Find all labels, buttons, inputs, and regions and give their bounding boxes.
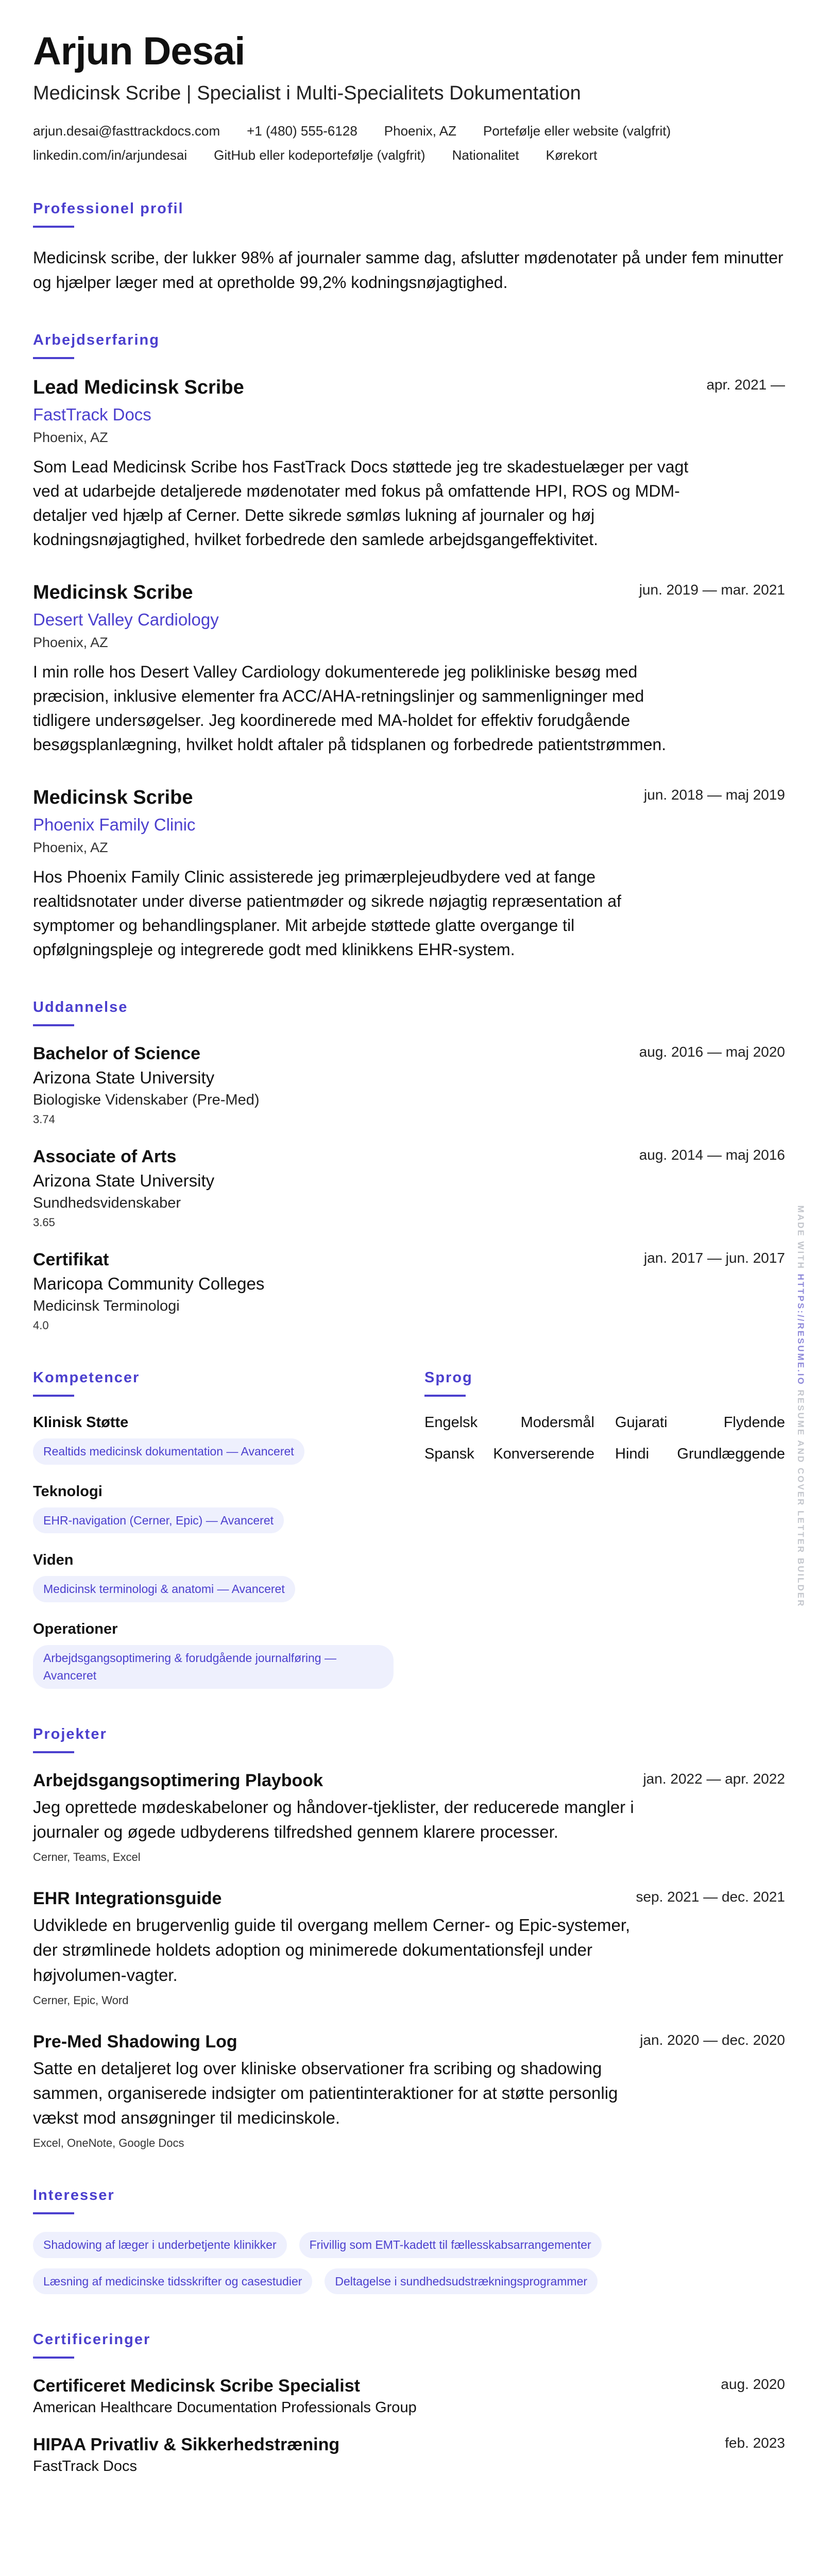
skill-group-name: Teknologi [33, 1483, 103, 1500]
section-divider [33, 1395, 74, 1397]
candidate-name: Arjun Desai [33, 29, 245, 73]
contact-phone[interactable]: +1 (480) 555-6128 [247, 123, 357, 139]
projects-section [33, 1726, 785, 2150]
certification-title: HIPAA Privatliv & Sikkerhedstræning [33, 2435, 340, 2455]
section-title: Sprog [424, 1369, 473, 1386]
education-item [33, 1044, 785, 1126]
education-school: Arizona State University [33, 1171, 215, 1191]
section-title: Professionel profil [33, 200, 184, 217]
interests-section [33, 2187, 785, 2294]
project-dates: jan. 2020 — dec. 2020 [640, 2031, 785, 2048]
skills-languages-row [33, 1332, 785, 1689]
skill-group [33, 1483, 391, 1534]
language-name: Spansk [424, 1446, 474, 1463]
section-divider [33, 226, 74, 228]
watermark-text [795, 1206, 806, 1608]
contact-nationality: Nationalitet [452, 147, 519, 163]
project-item [33, 2032, 785, 2150]
education-section [33, 999, 785, 1332]
job-company: Phoenix Family Clinic [33, 815, 196, 835]
certification-date: feb. 2023 [725, 2435, 785, 2451]
experience-item [33, 582, 785, 757]
education-school: Arizona State University [33, 1068, 215, 1088]
watermark-prefix: MADE WITH [796, 1205, 806, 1270]
education-degree: Certifikat [33, 1250, 109, 1270]
section-title: Uddannelse [33, 999, 128, 1016]
education-field: Medicinsk Terminologi [33, 1298, 180, 1315]
education-degree: Associate of Arts [33, 1147, 177, 1167]
education-item [33, 1250, 785, 1332]
profile-section [33, 200, 785, 295]
section-divider [424, 1395, 466, 1397]
job-title: Medicinsk Scribe [33, 582, 193, 604]
interest-pill: Shadowing af læger i underbetjente klinikker [33, 2232, 287, 2258]
skill-group [33, 1552, 391, 1602]
job-title: Medicinsk Scribe [33, 787, 193, 809]
contact-email[interactable]: arjun.desai@fasttrackdocs.com [33, 123, 220, 139]
project-title: Pre-Med Shadowing Log [33, 2031, 237, 2052]
project-tools: Cerner, Epic, Word [33, 1993, 129, 2007]
contact-location: Phoenix, AZ [384, 123, 456, 139]
language-item [424, 1446, 594, 1463]
job-dates: apr. 2021 — [706, 377, 785, 393]
skill-group [33, 1414, 391, 1465]
project-title: EHR Integrationsguide [33, 1889, 222, 1909]
section-divider [33, 2357, 74, 2359]
education-gpa: 3.65 [33, 1216, 55, 1229]
section-title: Interesser [33, 2187, 115, 2204]
resume-header [33, 29, 785, 163]
section-divider [33, 2212, 74, 2214]
project-tools: Excel, OneNote, Google Docs [33, 2137, 184, 2150]
experience-item [33, 377, 785, 552]
certification-date: aug. 2020 [721, 2376, 785, 2393]
project-description: Jeg oprettede mødeskabeloner og håndover-tjeklister, der reducerede mangler i journaler og øgede udbyderens tilfredshed gennem klarere processer. [33, 1797, 634, 1842]
interest-pill: Frivillig som EMT-kadett til fællesskabsarrangementer [299, 2232, 602, 2258]
experience-item [33, 787, 785, 962]
section-divider [33, 1024, 74, 1026]
job-company: FastTrack Docs [33, 405, 151, 424]
project-item [33, 1889, 785, 2007]
education-item [33, 1147, 785, 1229]
education-dates: jan. 2017 — jun. 2017 [644, 1250, 785, 1266]
language-level: Modersmål [520, 1414, 594, 1431]
project-item [33, 1771, 785, 1864]
education-school: Maricopa Community Colleges [33, 1274, 265, 1294]
skill-pill: Medicinsk terminologi & anatomi — Avanceret [33, 1576, 295, 1602]
interest-pill: Læsning af medicinske tidsskrifter og casestudier [33, 2268, 312, 2295]
language-name: Hindi [615, 1446, 650, 1463]
job-title: Lead Medicinsk Scribe [33, 377, 244, 398]
resume-content [33, 29, 785, 2475]
education-field: Sundhedsvidenskaber [33, 1195, 181, 1212]
section-title: Kompetencer [33, 1369, 140, 1386]
skill-group-name: Viden [33, 1552, 74, 1569]
contact-github[interactable]: GitHub eller kodeportefølje (valgfrit) [214, 147, 425, 163]
skill-group [33, 1621, 391, 1689]
section-divider [33, 357, 74, 359]
experience-section [33, 332, 785, 962]
certifications-section [33, 2331, 785, 2475]
language-item [424, 1414, 594, 1431]
job-company: Desert Valley Cardiology [33, 610, 219, 630]
skill-pill: Realtids medicinsk dokumentation — Avanceret [33, 1438, 304, 1465]
builder-watermark [791, 1195, 810, 1618]
education-degree: Bachelor of Science [33, 1044, 201, 1064]
job-dates: jun. 2019 — mar. 2021 [639, 582, 785, 598]
language-item [615, 1414, 785, 1431]
section-title: Certificeringer [33, 2331, 151, 2348]
watermark-suffix: RESUME AND COVER LETTER BUILDER [796, 1389, 806, 1608]
certification-issuer: FastTrack Docs [33, 2458, 137, 2475]
interest-pill: Deltagelse i sundhedsudstrækningsprogrammer [325, 2268, 598, 2295]
candidate-headline: Medicinsk Scribe | Specialist i Multi-Specialitets Dokumentation [33, 82, 581, 104]
language-level: Flydende [723, 1414, 785, 1431]
language-level: Konverserende [493, 1446, 594, 1463]
project-description: Satte en detaljeret log over kliniske observationer fra scribing og shadowing sammen, organiserede indsigter om patientinteraktioner for at støtte personlig vækst mod ansøgninger til medicinskole. [33, 2058, 618, 2128]
language-item [615, 1446, 785, 1463]
education-dates: aug. 2014 — maj 2016 [639, 1147, 785, 1163]
skill-pill: Arbejdsgangsoptimering & forudgående journalføring — Avanceret [33, 1645, 394, 1689]
certification-item [33, 2435, 785, 2475]
section-divider [33, 1751, 74, 1753]
languages-section [424, 1332, 785, 1689]
section-title: Arbejdserfaring [33, 332, 160, 348]
education-field: Biologiske Videnskaber (Pre-Med) [33, 1092, 260, 1109]
section-title: Projekter [33, 1725, 107, 1742]
job-location: Phoenix, AZ [33, 840, 108, 856]
project-description: Udviklede en brugervenlig guide til overgang mellem Cerner- og Epic-systemer, der strømlinede holdets adoption og minimerede dokumentationsfejl under højvolumen-vagter. [33, 1916, 630, 1985]
project-title: Arbejdsgangsoptimering Playbook [33, 1770, 323, 1790]
language-grid [424, 1414, 785, 1463]
job-description: Som Lead Medicinsk Scribe hos FastTrack Docs støttede jeg tre skadestuelæger per vagt ved at udarbejde detaljerede mødenotater med fokus på omfattende HPI, ROS og MDM-detaljer ved hjælp af Cerner. Dette sikrede sømløs lukning af journaler og høj kodningsnøjagtighed, hvilket forbedrede den samlede arbejdsgangeffektivitet. [33, 457, 689, 549]
education-dates: aug. 2016 — maj 2020 [639, 1044, 785, 1060]
job-description: I min rolle hos Desert Valley Cardiology dokumenterede jeg polikliniske besøg med præcision, inklusive elementer fra ACC/AHA-retningslinjer og sammenligninger med tidligere undersøgelser. Jeg koordinerede med MA-holdet for effektiv forudgående besøgsplanlægning, hvilket holdt aftaler på tidsplanen og forbedrede patientstrømmen. [33, 663, 667, 754]
certification-item [33, 2376, 785, 2416]
education-gpa: 4.0 [33, 1319, 49, 1332]
project-dates: sep. 2021 — dec. 2021 [636, 1889, 785, 1905]
job-description: Hos Phoenix Family Clinic assisterede jeg primærplejeudbydere ved at fange realtidsnotater under diverse patientmøder og sikrede nøjagtig repræsentation af symptomer og behandlingsplaner. Mit arbejde støttede glatte overgange til opfølgningspleje og integrerede godt med klinikkens EHR-system. [33, 868, 621, 959]
profile-text: Medicinsk scribe, der lukker 98% af journaler samme dag, afslutter mødenotater på under fem minutter og hjælper læger med at opretholde 99,2% kodningsnøjagtighed. [33, 248, 783, 292]
job-dates: jun. 2018 — maj 2019 [644, 787, 785, 803]
certification-title: Certificeret Medicinsk Scribe Specialist [33, 2376, 360, 2396]
contact-portfolio[interactable]: Portefølje eller website (valgfrit) [483, 123, 671, 139]
skill-group-name: Klinisk Støtte [33, 1414, 129, 1431]
skill-pill: EHR-navigation (Cerner, Epic) — Avanceret [33, 1507, 284, 1534]
watermark-link[interactable]: HTTPS://RESUME.IO [796, 1274, 806, 1386]
project-dates: jan. 2022 — apr. 2022 [643, 1770, 785, 1787]
contact-drivers-license: Kørekort [546, 147, 598, 163]
contact-list [33, 123, 785, 163]
skill-group-name: Operationer [33, 1620, 118, 1637]
certification-issuer: American Healthcare Documentation Professionals Group [33, 2399, 417, 2416]
job-location: Phoenix, AZ [33, 635, 108, 651]
interest-list [33, 2232, 723, 2294]
language-name: Gujarati [615, 1414, 668, 1431]
job-location: Phoenix, AZ [33, 430, 108, 445]
project-tools: Cerner, Teams, Excel [33, 1851, 141, 1864]
contact-linkedin[interactable]: linkedin.com/in/arjundesai [33, 147, 188, 163]
education-gpa: 3.74 [33, 1113, 55, 1126]
skills-section [33, 1332, 391, 1689]
language-level: Grundlæggende [677, 1446, 785, 1463]
language-name: Engelsk [424, 1414, 478, 1431]
